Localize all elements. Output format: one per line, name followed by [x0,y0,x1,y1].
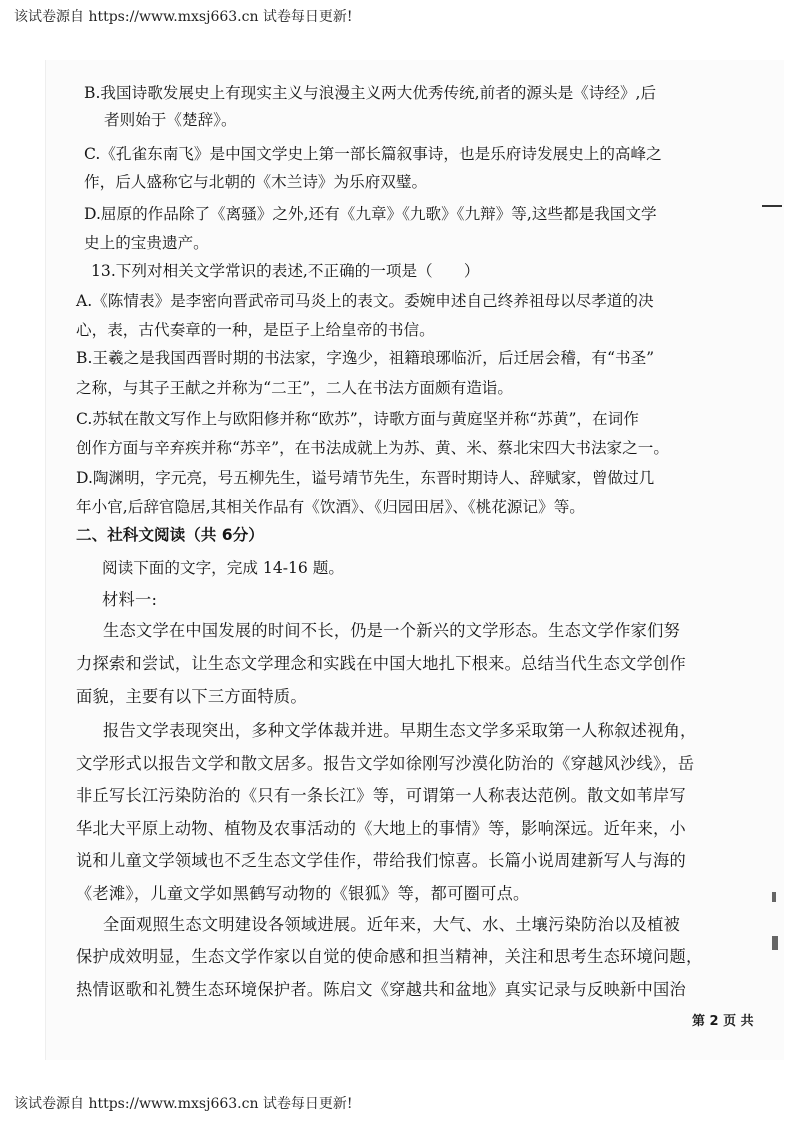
scan-edge-mark [772,936,778,950]
q13-option-b-line-1: B.王羲之是我国西晋时期的书法家，字逸少，祖籍琅琊临沂，后迁居会稽，有“书圣” [76,349,655,367]
scan-edge-mark [772,892,776,902]
passage-line-8: 说和儿童文学领域也不乏生态文学佳作，带给我们惊喜。长篇小说周建新写人与海的 [76,851,687,870]
question-13: 13.下列对相关文学常识的表述,不正确的一项是（ ） [91,262,480,280]
option-b-line-2: 者则始于《楚辞》。 [104,111,237,129]
passage-line-3: 面貌，主要有以下三方面特质。 [76,687,307,706]
q13-option-b-line-2: 之称，与其子王献之并称为“二王”，二人在书法方面颇有造诣。 [76,379,513,397]
option-c-line-2: 作，后人盛称它与北朝的《木兰诗》为乐府双璧。 [84,173,428,191]
passage-line-6: 非丘写长江污染防治的《只有一条长江》等，可谓第一人称表达范例。散文如苇岸写 [76,786,687,805]
q13-option-a-line-1: A.《陈情表》是李密向晋武帝司马炎上的表文。委婉申述自己终养祖母以尽孝道的决 [76,292,654,310]
passage-line-9: 《老滩》，儿童文学如黑鹤写动物的《银狐》等，都可圈可点。 [76,884,530,903]
passage-line-4: 报告文学表现突出，多种文学体裁并进。早期生态文学多采取第一人称叙述视角， [103,721,697,740]
passage-line-12: 热情讴歌和礼赞生态环境保护者。陈启文《穿越共和盆地》真实记录与反映新中国治 [76,980,687,999]
q13-option-c-line-2: 创作方面与辛弃疾并称“苏辛”，在书法成就上为苏、黄、米、蔡北宋四大书法家之一。 [76,439,669,457]
source-footer: 该试卷源自 https://www.mxsj663.cn 试卷每日更新! [14,1096,353,1112]
section-heading: 二、社科文阅读（共 6分） [76,526,264,544]
passage-line-10: 全面观照生态文明建设各领域进展。近年来，大气、水、土壤污染防治以及植被 [103,915,681,934]
passage-line-11: 保护成效明显，生态文学作家以自觉的使命感和担当精神，关注和思考生态环境问题， [76,947,703,966]
option-c-line-1: C.《孔雀东南飞》是中国文学史上第一部长篇叙事诗，也是乐府诗发展史上的高峰之 [84,145,662,163]
source-header: 该试卷源自 https://www.mxsj663.cn 试卷每日更新! [14,9,353,25]
option-d-line-2: 史上的宝贵遗产。 [84,234,209,252]
page-number: 第 2 页 共 [692,1014,754,1029]
option-d-line-1: D.屈原的作品除了《离骚》之外,还有《九章》《九歌》《九辩》等,这些都是我国文学 [84,205,657,223]
scan-edge-mark [762,205,782,207]
reading-instruction: 阅读下面的文字，完成 14-16 题。 [102,559,344,577]
q13-option-c-line-1: C.苏轼在散文写作上与欧阳修并称“欧苏”，诗歌方面与黄庭坚并称“苏黄”，在词作 [76,410,639,428]
q13-option-d-line-2: 年小官,后辞官隐居,其相关作品有《饮酒》、《归园田居》、《桃花源记》等。 [76,498,585,516]
q13-option-a-line-2: 心，表，古代奏章的一种，是臣子上给皇帝的书信。 [76,321,435,339]
passage-line-7: 华北大平原上动物、植物及农事活动的《大地上的事情》等，影响深远。近年来，小 [76,819,687,838]
passage-line-2: 力探索和尝试，让生态文学理念和实践在中国大地扎下根来。总结当代生态文学创作 [76,654,687,673]
passage-line-5: 文学形式以报告文学和散文居多。报告文学如徐刚写沙漠化防治的《穿越风沙线》，岳 [76,754,695,773]
option-b-line-1: B.我国诗歌发展史上有现实主义与浪漫主义两大优秀传统,前者的源头是《诗经》,后 [84,84,657,102]
q13-option-d-line-1: D.陶渊明，字元亮，号五柳先生，谥号靖节先生，东晋时期诗人、辞赋家，曾做过几 [76,469,655,487]
material-one-label: 材料一: [102,590,158,609]
passage-line-1: 生态文学在中国发展的时间不长，仍是一个新兴的文学形态。生态文学作家们努 [103,621,681,640]
